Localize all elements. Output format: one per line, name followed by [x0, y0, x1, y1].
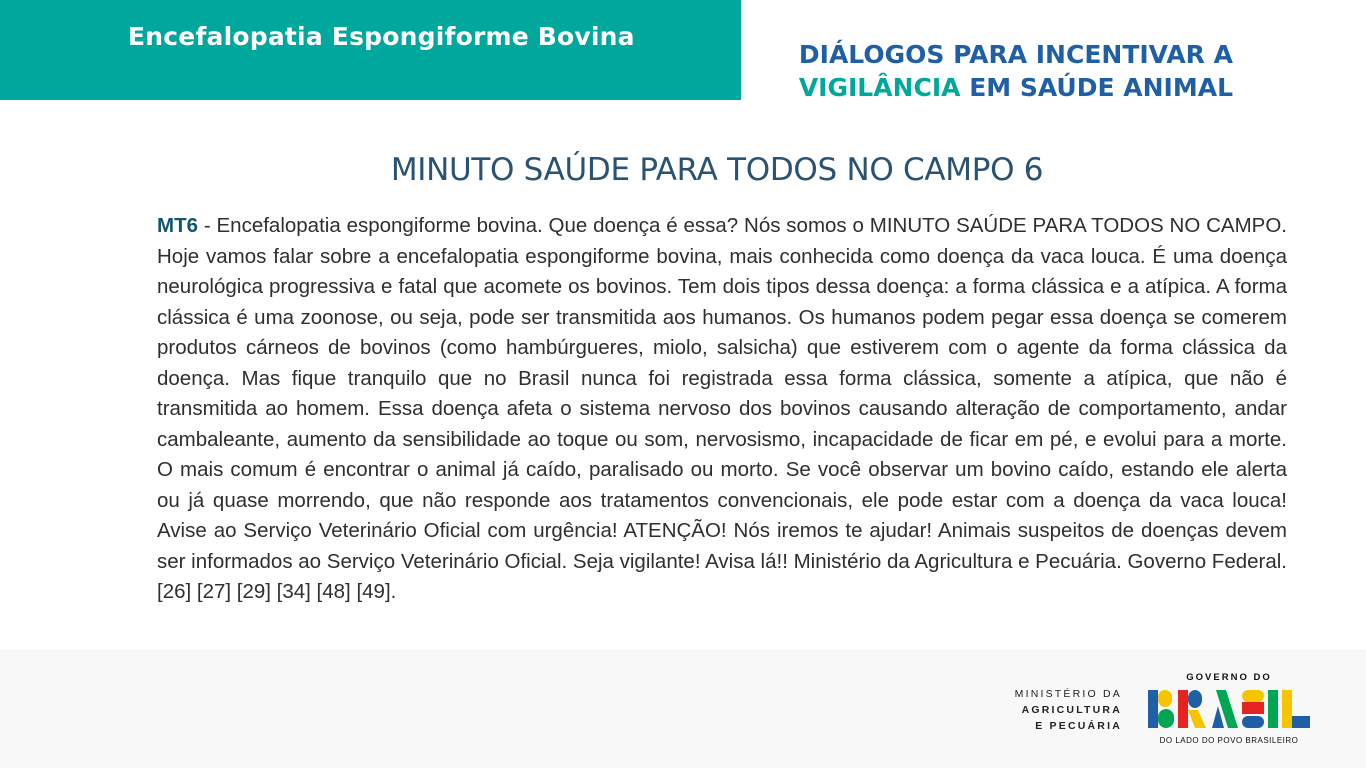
- script-paragraph: [157, 211, 1287, 608]
- ministry-line2: AGRICULTURA: [1021, 704, 1122, 716]
- header-band: [0, 0, 741, 100]
- gov-brasil-logo: [1146, 670, 1312, 750]
- program-title-line2: [799, 71, 1233, 104]
- script-text: - Encefalopatia espongiforme bovina. Que doença é essa? Nós somos o MINUTO SAÚDE PARA TODOS NO CAMPO. Hoje vamos falar sobre a encefalopatia espongiforme bovina, mais conhecida como doença da vaca louca. É uma doença neurológica progressiva e fatal que acomete os bovinos. Tem dois tipos dessa doença: a forma clássica e a atípica. A forma clássica é uma zoonose, ou seja, pode ser transmitida aos humanos. Os humanos podem pegar essa doença se comerem produtos cárneos de bovinos (como hambúrgueres, miolo, salsicha) que estiverem com o agente da forma clássica da doença. Mas fique tranquilo que no Brasil nunca foi registrada essa forma clássica, somente a atípica, que não é transmitida ao homem. Essa doença afeta o sistema nervoso dos bovinos causando alteração de comportamento, andar cambaleante, aumento da sensibilidade ao toque ou som, nervosismo, incapacidade de ficar em pé, e evolui para a morte. O mais comum é encontrar o animal já caído, paralisado ou morto. Se você observar um bovino caído, estando ele alerta ou já quase morrendo, que não responde aos tratamentos convencionais, ele pode estar com a doença da vaca louca! Avise ao Serviço Veterinário Oficial com urgência! ATENÇÃO! Nós iremos te ajudar! Animais suspeitos de doenças devem ser informados ao Serviço Veterinário Oficial. Seja vigilante! Avisa lá!! Ministério da Agricultura e Pecuária. Governo Federal. [26] [27] [29] [34] [48] [49].: [157, 214, 1287, 603]
- ministry-line3: E PECUÁRIA: [1035, 720, 1122, 732]
- ministry-logo: [1015, 686, 1122, 734]
- script-code: MT6: [157, 214, 198, 237]
- brasil-wordmark-icon: [1146, 686, 1312, 732]
- topic-title: Encefalopatia Espongiforme Bovina: [128, 22, 635, 51]
- program-title-accent: VIGILÂNCIA: [798, 73, 961, 102]
- program-title-rest: EM SAÚDE ANIMAL: [960, 73, 1233, 102]
- section-title: MINUTO SAÚDE PARA TODOS NO CAMPO 6: [390, 152, 1044, 188]
- gov-logo-top-text: GOVERNO DO: [1186, 672, 1272, 683]
- ministry-line1: MINISTÉRIO DA: [1014, 688, 1122, 700]
- program-title-line1: DIÁLOGOS PARA INCENTIVAR A: [798, 40, 1233, 69]
- program-title: [799, 38, 1233, 104]
- gov-logo-tagline: DO LADO DO POVO BRASILEIRO: [1159, 736, 1299, 745]
